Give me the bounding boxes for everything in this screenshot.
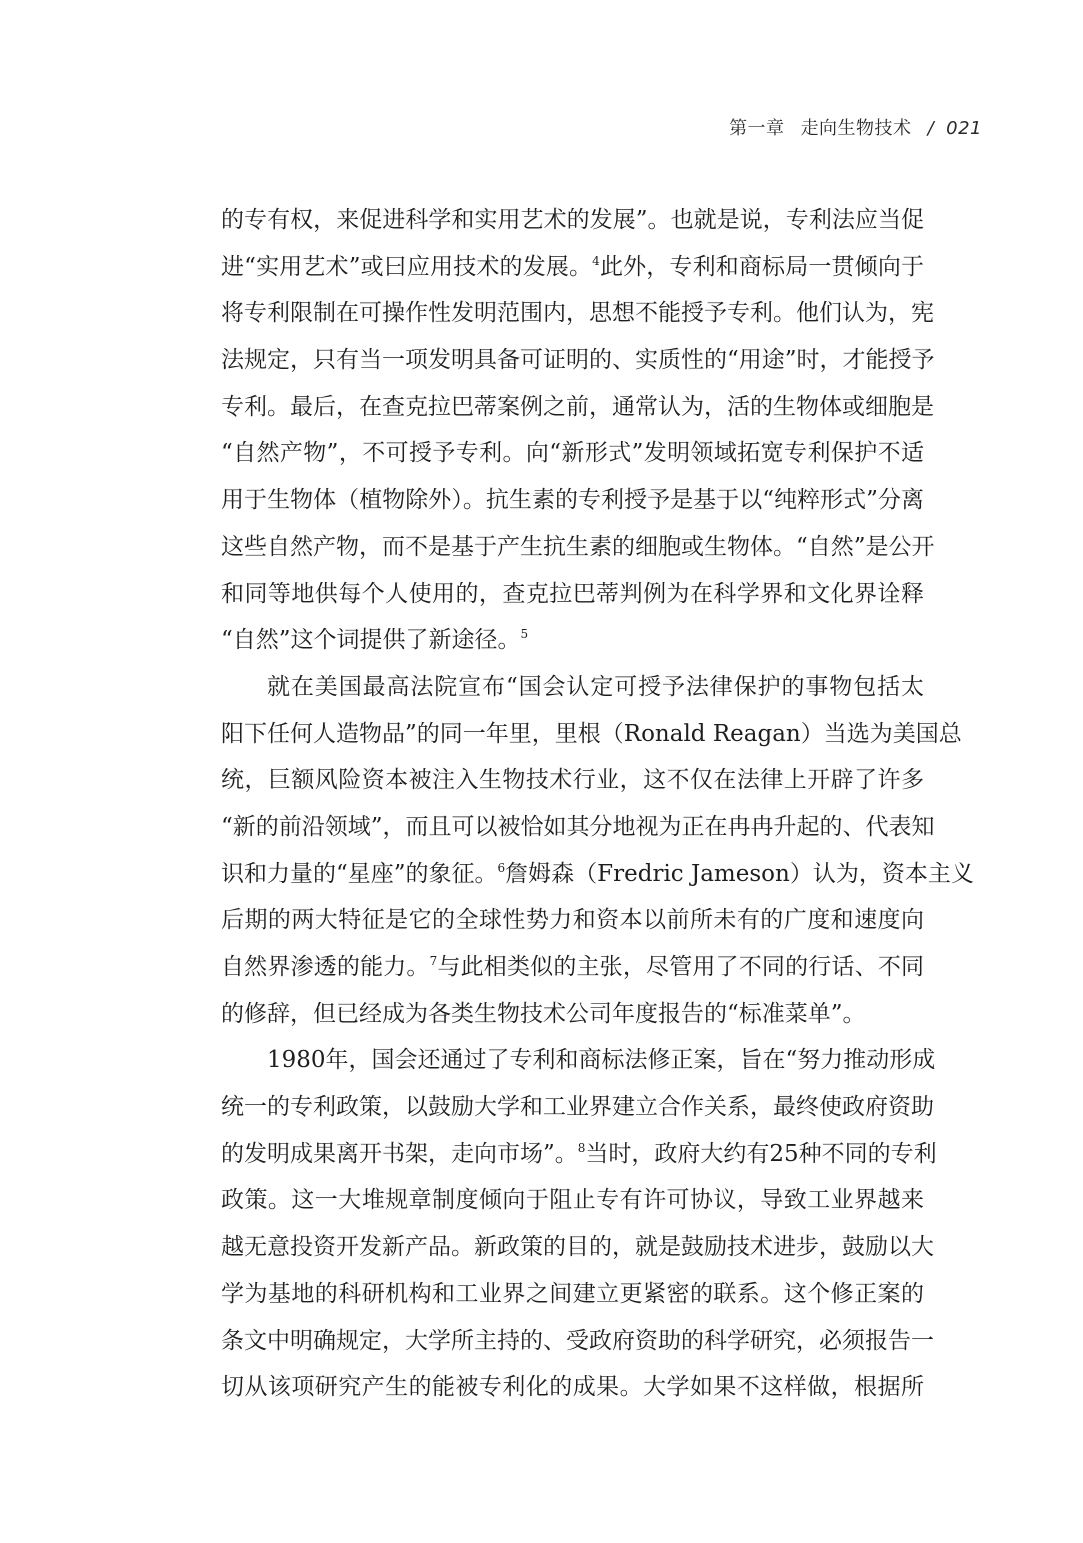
line-text-continued: 詹姆森（Fredric Jameson）认为，资本主义: [505, 860, 974, 887]
text-line: [221, 804, 935, 851]
line-text: 的专有权，来促进科学和实用艺术的发展”。也就是说，专利法应当促: [221, 207, 924, 233]
text-line: [221, 430, 924, 477]
text-line: [221, 664, 924, 711]
line-text: 学为基地的科研机构和工业界之间建立更紧密的联系。这个修正案的: [221, 1280, 924, 1307]
line-text: 将专利限制在可操作性发明范围内，思想不能授予专利。他们认为，宪: [221, 300, 934, 327]
line-text: 的发明成果离开书架，走向市场”。: [221, 1140, 578, 1167]
text-line: [221, 711, 962, 758]
line-text: 后期的两大特征是它的全球性势力和资本以前所未有的广度和速度向: [221, 907, 924, 934]
body-text: [221, 197, 974, 1411]
text-line: [221, 1318, 934, 1365]
text-line: [221, 1271, 924, 1318]
text-line: [221, 524, 935, 571]
line-text-continued: 当时，政府大约有25种不同的专利: [585, 1140, 937, 1167]
line-text: 越无意投资开发新产品。新政策的目的，就是鼓励技术进步，鼓励以大: [221, 1234, 934, 1261]
text-line: [221, 337, 935, 384]
line-text: 法规定，只有当一项发明具备可证明的、实质性的“用途”时，才能授予: [221, 347, 935, 374]
text-line: [221, 1131, 937, 1178]
line-text-continued: 与此相类似的主张，尽管用了不同的行话、不同: [437, 954, 925, 980]
line-text: 阳下任何人造物品”的同一年里，里根（Ronald Reagan）当选为美国总: [221, 720, 962, 747]
text-line: [221, 991, 924, 1038]
line-text: “自然产物”，不可授予专利。向“新形式”发明领域拓宽专利保护不适: [221, 440, 924, 467]
line-text: “新的前沿领域”，而且可以被恰如其分地视为正在冉冉升起的、代表知: [221, 813, 935, 840]
line-text: 的修辞，但已经成为各类生物技术公司年度报告的“标准菜单”。: [221, 1000, 866, 1027]
line-text: 条文中明确规定，大学所主持的、受政府资助的科学研究，必须报告一: [221, 1327, 934, 1354]
text-line: [221, 384, 934, 431]
footnote-marker: 7: [429, 954, 438, 968]
line-text: 专利。最后，在查克拉巴蒂案例之前，通常认为，活的生物体或细胞是: [221, 393, 934, 420]
footnote-marker: 4: [592, 253, 600, 268]
line-text: 政策。这一大堆规章制度倾向于阻止专有许可协议，导致工业界越来: [221, 1187, 924, 1214]
page-number: 021: [946, 118, 982, 139]
text-line: [221, 1364, 924, 1411]
line-text: 统，巨额风险资本被注入生物技术行业，这不仅在法律上开辟了许多: [221, 767, 924, 794]
running-header: [729, 116, 982, 142]
line-text: 就在美国最高法院宣布“国会认定可授予法律保护的事物包括太: [267, 673, 924, 700]
line-text: 这些自然产物，而不是基于产生抗生素的细胞或生物体。“自然”是公开: [221, 533, 935, 560]
text-line: [221, 757, 924, 804]
chapter-number: 第一章: [729, 118, 785, 139]
text-line: [221, 851, 974, 898]
line-text: 统一的专利政策，以鼓励大学和工业界建立合作关系，最终使政府资助: [221, 1094, 934, 1121]
footnote-marker: 6: [497, 860, 506, 875]
text-line: [221, 617, 924, 664]
text-line: [221, 197, 924, 244]
line-text: “自然”这个词提供了新途径。: [221, 627, 521, 654]
text-line: [221, 1037, 936, 1084]
text-line: [221, 571, 924, 618]
chapter-title: 走向生物技术: [800, 118, 912, 139]
text-line: [221, 1084, 934, 1131]
text-line: [221, 290, 934, 337]
line-text: 用于生物体（植物除外）。抗生素的专利授予是基于以“纯粹形式”分离: [221, 487, 924, 514]
line-text: 1980年，国会还通过了专利和商标法修正案，旨在“努力推动形成: [267, 1047, 936, 1074]
text-line: [221, 477, 924, 524]
text-line: [221, 944, 924, 991]
text-line: [221, 897, 924, 944]
line-text: 进“实用艺术”或曰应用技术的发展。: [221, 253, 593, 280]
line-text: 自然界渗透的能力。: [221, 954, 430, 980]
text-line: [221, 1224, 934, 1271]
footnote-marker: 5: [520, 627, 529, 642]
footnote-marker: 8: [577, 1140, 586, 1155]
line-text: 切从该项研究产生的能被专利化的成果。大学如果不这样做，根据所: [221, 1374, 924, 1401]
line-text: 识和力量的“星座”的象征。: [221, 860, 498, 887]
line-text: 和同等地供每个人使用的，查克拉巴蒂判例为在科学界和文化界诠释: [221, 580, 924, 607]
text-line: [221, 244, 924, 291]
header-separator: /: [927, 118, 935, 139]
line-text-continued: 此外，专利和商标局一贯倾向于: [599, 253, 924, 280]
text-line: [221, 1177, 924, 1224]
